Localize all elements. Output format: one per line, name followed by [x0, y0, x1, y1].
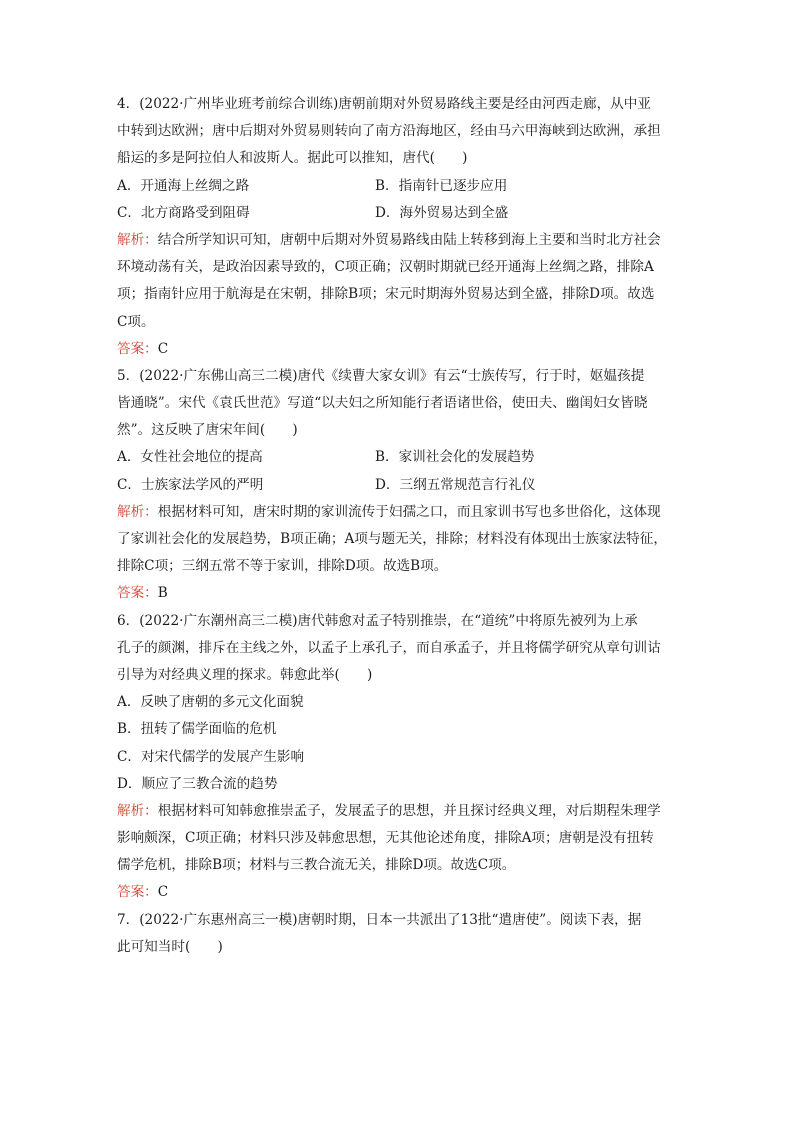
- options-row: [117, 173, 677, 200]
- option-d: D．顺应了三教合流的趋势: [117, 775, 278, 792]
- analysis-line: 排除C项；三纲五常不等于家训，排除D项。故选B项。: [117, 558, 448, 575]
- options-row: [117, 200, 677, 227]
- answer-label: 答案：: [117, 340, 158, 357]
- question-stem-line: 5．(2022·广东佛山高三二模)唐代《续曹大家女训》有云“士族传写，行于时，妪媪孩提: [117, 367, 645, 384]
- question-stem-line: 然”。这反映了唐宋年间( ): [117, 422, 298, 439]
- analysis-line: C项。: [117, 313, 155, 330]
- analysis-line: [117, 227, 677, 254]
- question-6: [117, 608, 677, 907]
- option-c: C．士族家法学风的严明: [117, 476, 264, 493]
- question-stem-line: 7．(2022·广东惠州高三一模)唐朝时期，日本一共派出了13批“遣唐使”。阅读下表，据: [117, 911, 642, 928]
- question-list: [117, 91, 677, 961]
- answer-line: [117, 336, 677, 363]
- options-row: [117, 472, 677, 499]
- analysis-text: 根据材料可知，唐宋时期的家训流传于妇孺之口，而且家训书写也多世俗化，这体现: [157, 503, 661, 520]
- analysis-line: [117, 798, 677, 825]
- option-a: A．反映了唐朝的多元文化面貌: [117, 694, 304, 711]
- option-a: A．女性社会地位的提高: [117, 449, 263, 466]
- question-stem-line: 引导为对经典义理的探求。韩愈此举( ): [117, 666, 373, 683]
- question-stem-line: 6．(2022·广东潮州高三二模)唐代韩愈对孟子特别推崇，在“道统”中将原先被列为上承: [117, 612, 638, 629]
- option-c: C．北方商路受到阻碍: [117, 204, 250, 221]
- answer-label: 答案：: [117, 585, 158, 602]
- analysis-line: 项；指南针应用于航海是在宋朝，排除B项；宋元时期海外贸易达到全盛，排除D项。故选: [117, 286, 655, 303]
- options-row: [117, 444, 677, 471]
- answer-label: 答案：: [117, 884, 158, 901]
- analysis-text: 根据材料可知韩愈推崇孟子，发展孟子的思想，并且探讨经典义理，对后期程朱理学: [157, 802, 661, 819]
- analysis-text: 结合所学知识可知，唐朝中后期对外贸易路线由陆上转移到海上主要和当时北方社会: [157, 231, 661, 248]
- question-stem-line: 中转到达欧洲；唐中后期对外贸易则转向了南方沿海地区，经由马六甲海峡到达欧洲，承担: [117, 123, 661, 140]
- question-5: [117, 363, 677, 608]
- option-d: D．海外贸易达到全盛: [375, 204, 509, 221]
- analysis-label: 解析：: [117, 802, 158, 819]
- question-stem-line: 船运的多是阿拉伯人和波斯人。据此可以推知，唐代( ): [117, 150, 468, 167]
- analysis-label: 解析：: [117, 503, 158, 520]
- option-d: D．三纲五常规范言行礼仪: [375, 476, 536, 493]
- analysis-line: [117, 499, 677, 526]
- option-b: B．指南针已逐步应用: [375, 177, 508, 194]
- question-stem-line: 此可知当时( ): [117, 938, 223, 955]
- analysis-line: 环境动荡有关，是政治因素导致的，C项正确；汉朝时期就已经开通海上丝绸之路，排除A: [117, 259, 654, 276]
- question-7: [117, 907, 677, 961]
- option-c: C．对宋代儒学的发展产生影响: [117, 748, 305, 765]
- answer-line: [117, 879, 677, 906]
- option-b: B．家训社会化的发展趋势: [375, 449, 535, 466]
- question-4: [117, 91, 677, 363]
- answer-value: B: [157, 585, 168, 602]
- option-a: A．开通海上丝绸之路: [117, 177, 250, 194]
- option-b: B．扭转了儒学面临的危机: [117, 721, 277, 738]
- question-stem-line: 孔子的颜渊，排斥在主线之外，以孟子上承孔子，而自承孟子，并且将儒学研究从章句训诂: [117, 639, 661, 656]
- analysis-line: 了家训社会化的发展趋势，B项正确；A项与题无关，排除；材料没有体现出士族家法特征，: [117, 531, 667, 547]
- question-stem-line: 4．(2022·广州毕业班考前综合训练)唐朝前期对外贸易路线主要是经由河西走廊，从中亚: [117, 96, 651, 112]
- analysis-line: 影响颇深，C项正确；材料只涉及韩愈思想，无其他论述角度，排除A项；唐朝是没有扭转: [117, 830, 654, 847]
- analysis-line: 儒学危机，排除B项；材料与三教合流无关，排除D项。故选C项。: [117, 857, 516, 874]
- question-stem-line: 皆通晓”。宋代《袁氏世范》写道“以夫妇之所知能行者语诸世俗，使田夫、幽闺妇女皆晓: [117, 395, 648, 412]
- answer-value: C: [157, 884, 169, 901]
- answer-value: C: [157, 340, 169, 357]
- analysis-label: 解析：: [117, 231, 158, 248]
- answer-line: [117, 580, 677, 607]
